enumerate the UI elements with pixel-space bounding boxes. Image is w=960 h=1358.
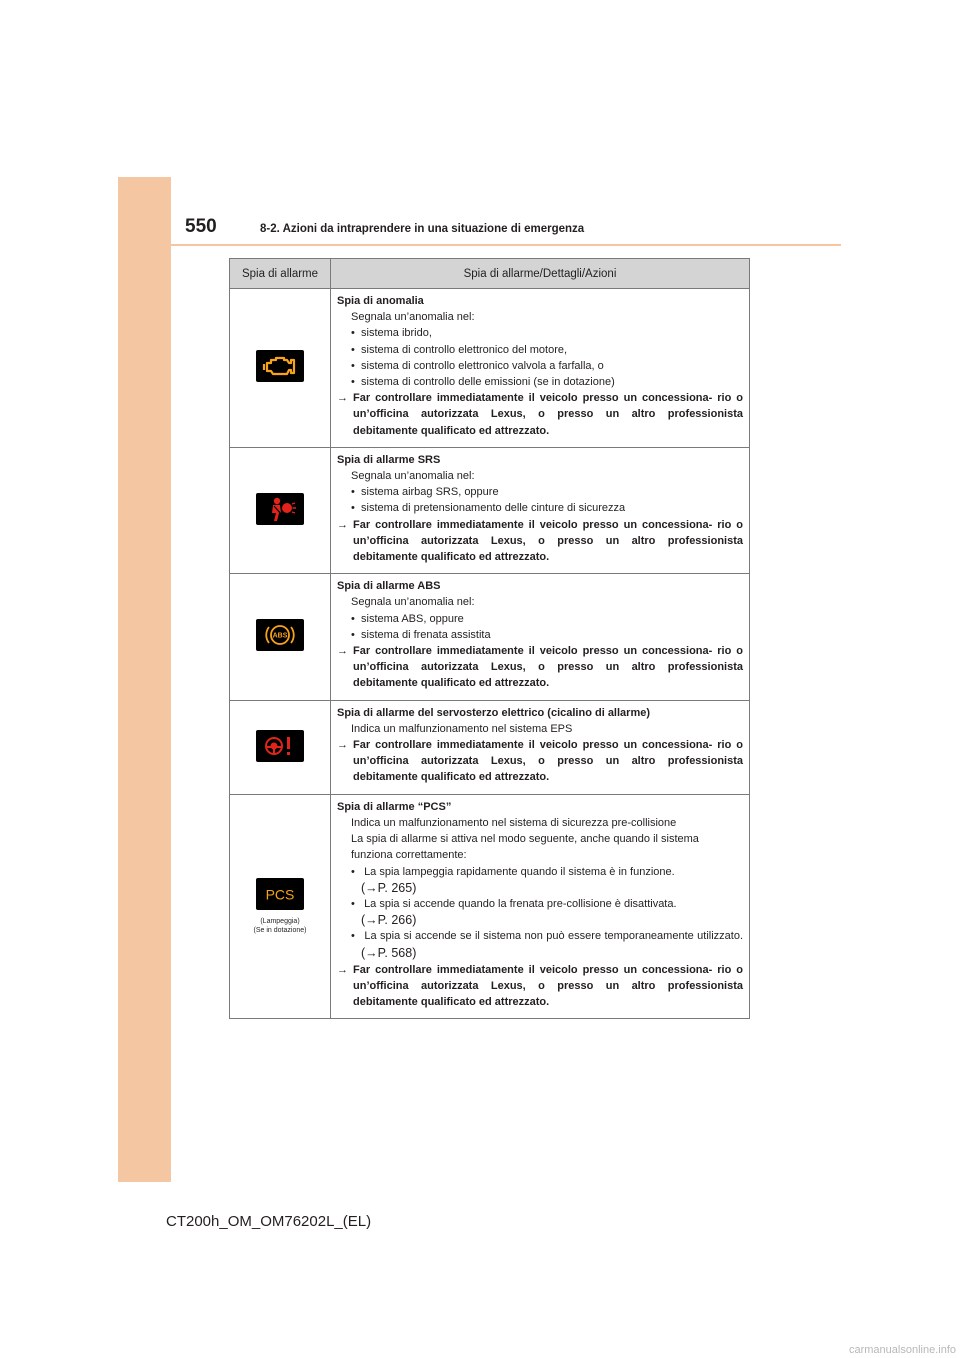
warning-lights-table <box>229 258 750 1019</box>
list-item: • sistema airbag SRS, oppure <box>337 484 743 500</box>
list-item <box>337 864 743 896</box>
header-rule <box>171 244 841 246</box>
list-item: • sistema di controllo elettronico valvola a farfalla, o <box>337 358 743 374</box>
row-title: Spia di allarme SRS <box>337 453 441 466</box>
power-steering-warning-icon <box>256 730 304 762</box>
pcs-icon <box>256 878 304 910</box>
page-ref-266[interactable]: (→P. 266) <box>361 913 417 928</box>
abs-icon <box>256 619 304 651</box>
action-text: → Far controllare immediatamente il veicolo presso un concessiona- rio o un’officina autorizzata Lexus, o presso un altro professionista debitamente qualificato ed attrezzato. <box>337 390 743 439</box>
page-ref-568[interactable]: (→P. 568) <box>361 945 417 960</box>
row-note: La spia di allarme si attiva nel modo seguente, anche quando il sistema funziona correttamente: <box>351 833 699 862</box>
row-title: Spia di allarme ABS <box>337 580 441 593</box>
details-cell <box>331 289 750 448</box>
icon-caption-if-equipped: (Se in dotazione) <box>253 927 307 934</box>
list-item: • sistema di pretensionamento delle cinture di sicurezza <box>337 500 743 516</box>
side-band <box>118 177 171 1182</box>
list-item <box>337 928 743 961</box>
details-cell <box>331 794 750 1019</box>
details-cell <box>331 447 750 573</box>
list-item-text: La spia si accende se il sistema non può essere temporaneamente utilizzato. <box>364 930 743 943</box>
table-row <box>230 447 750 573</box>
list-item-text: La spia si accende quando la frenata pre-collisione è disattivata. <box>364 897 677 910</box>
icon-cell <box>230 574 331 700</box>
action-text: → Far controllare immediatamente il veicolo presso un concessiona- rio o un’officina autorizzata Lexus, o presso un altro professionista debitamente qualificato ed attrezzato. <box>337 643 743 692</box>
table-row <box>230 574 750 700</box>
column-header-details: Spia di allarme/Dettagli/Azioni <box>331 259 750 289</box>
icon-cell <box>230 447 331 573</box>
row-intro: Indica un malfunzionamento nel sistema di sicurezza pre-collisione <box>351 816 677 829</box>
row-title: Spia di anomalia <box>337 295 424 307</box>
action-text: → Far controllare immediatamente il veicolo presso un concessiona- rio o un’officina autorizzata Lexus, o presso un altro professionista debitamente qualificato ed attrezzato. <box>337 517 743 566</box>
details-cell <box>331 700 750 794</box>
table-header-row <box>230 259 750 289</box>
row-intro: Segnala un’anomalia nel: <box>351 596 475 609</box>
row-title: Spia di allarme del servosterzo elettrico (cicalino di allarme) <box>337 706 651 719</box>
site-watermark: carmanualsonline.info <box>848 1344 956 1356</box>
srs-airbag-icon <box>256 493 304 525</box>
action-text: → Far controllare immediatamente il veicolo presso un concessiona- rio o un’officina autorizzata Lexus, o presso un altro professionista debitamente qualificato ed attrezzato. <box>337 737 743 786</box>
action-text: → Far controllare immediatamente il veicolo presso un concessiona- rio o un’officina autorizzata Lexus, o presso un altro professionista debitamente qualificato ed attrezzato. <box>337 962 743 1011</box>
row-title: Spia di allarme “PCS” <box>337 800 452 813</box>
list-item <box>337 896 743 928</box>
list-item: • sistema ABS, oppure <box>337 611 743 627</box>
icon-caption-blinking: (Lampeggia) <box>260 918 300 925</box>
list-item: • sistema ibrido, <box>337 325 743 341</box>
row-intro: Segnala un’anomalia nel: <box>351 311 475 324</box>
page-number: 550 <box>185 216 217 237</box>
table-row <box>230 794 750 1019</box>
icon-cell <box>230 289 331 448</box>
table-row <box>230 700 750 794</box>
row-intro: Segnala un’anomalia nel: <box>351 470 475 483</box>
details-cell <box>331 574 750 700</box>
list-item: • sistema di controllo elettronico del motore, <box>337 342 743 358</box>
row-intro: Indica un malfunzionamento nel sistema EPS <box>351 722 573 735</box>
section-title: 8-2. Azioni da intraprendere in una situazione di emergenza <box>260 223 585 235</box>
list-item-text: La spia lampeggia rapidamente quando il sistema è in funzione. <box>364 865 675 878</box>
list-item: • sistema di frenata assistita <box>337 627 743 643</box>
list-item: • sistema di controllo delle emissioni (se in dotazione) <box>337 374 743 390</box>
column-header-light: Spia di allarme <box>230 259 331 289</box>
icon-cell <box>230 700 331 794</box>
abs-icon-text: ABS <box>272 632 288 640</box>
pcs-icon-text: PCS <box>265 886 295 903</box>
page-ref-265[interactable]: (→P. 265) <box>361 880 417 895</box>
engine-malfunction-icon <box>256 350 304 382</box>
footer-document-code: CT200h_OM_OM76202L_(EL) <box>166 1213 372 1230</box>
table-row <box>230 289 750 448</box>
icon-cell <box>230 794 331 1019</box>
